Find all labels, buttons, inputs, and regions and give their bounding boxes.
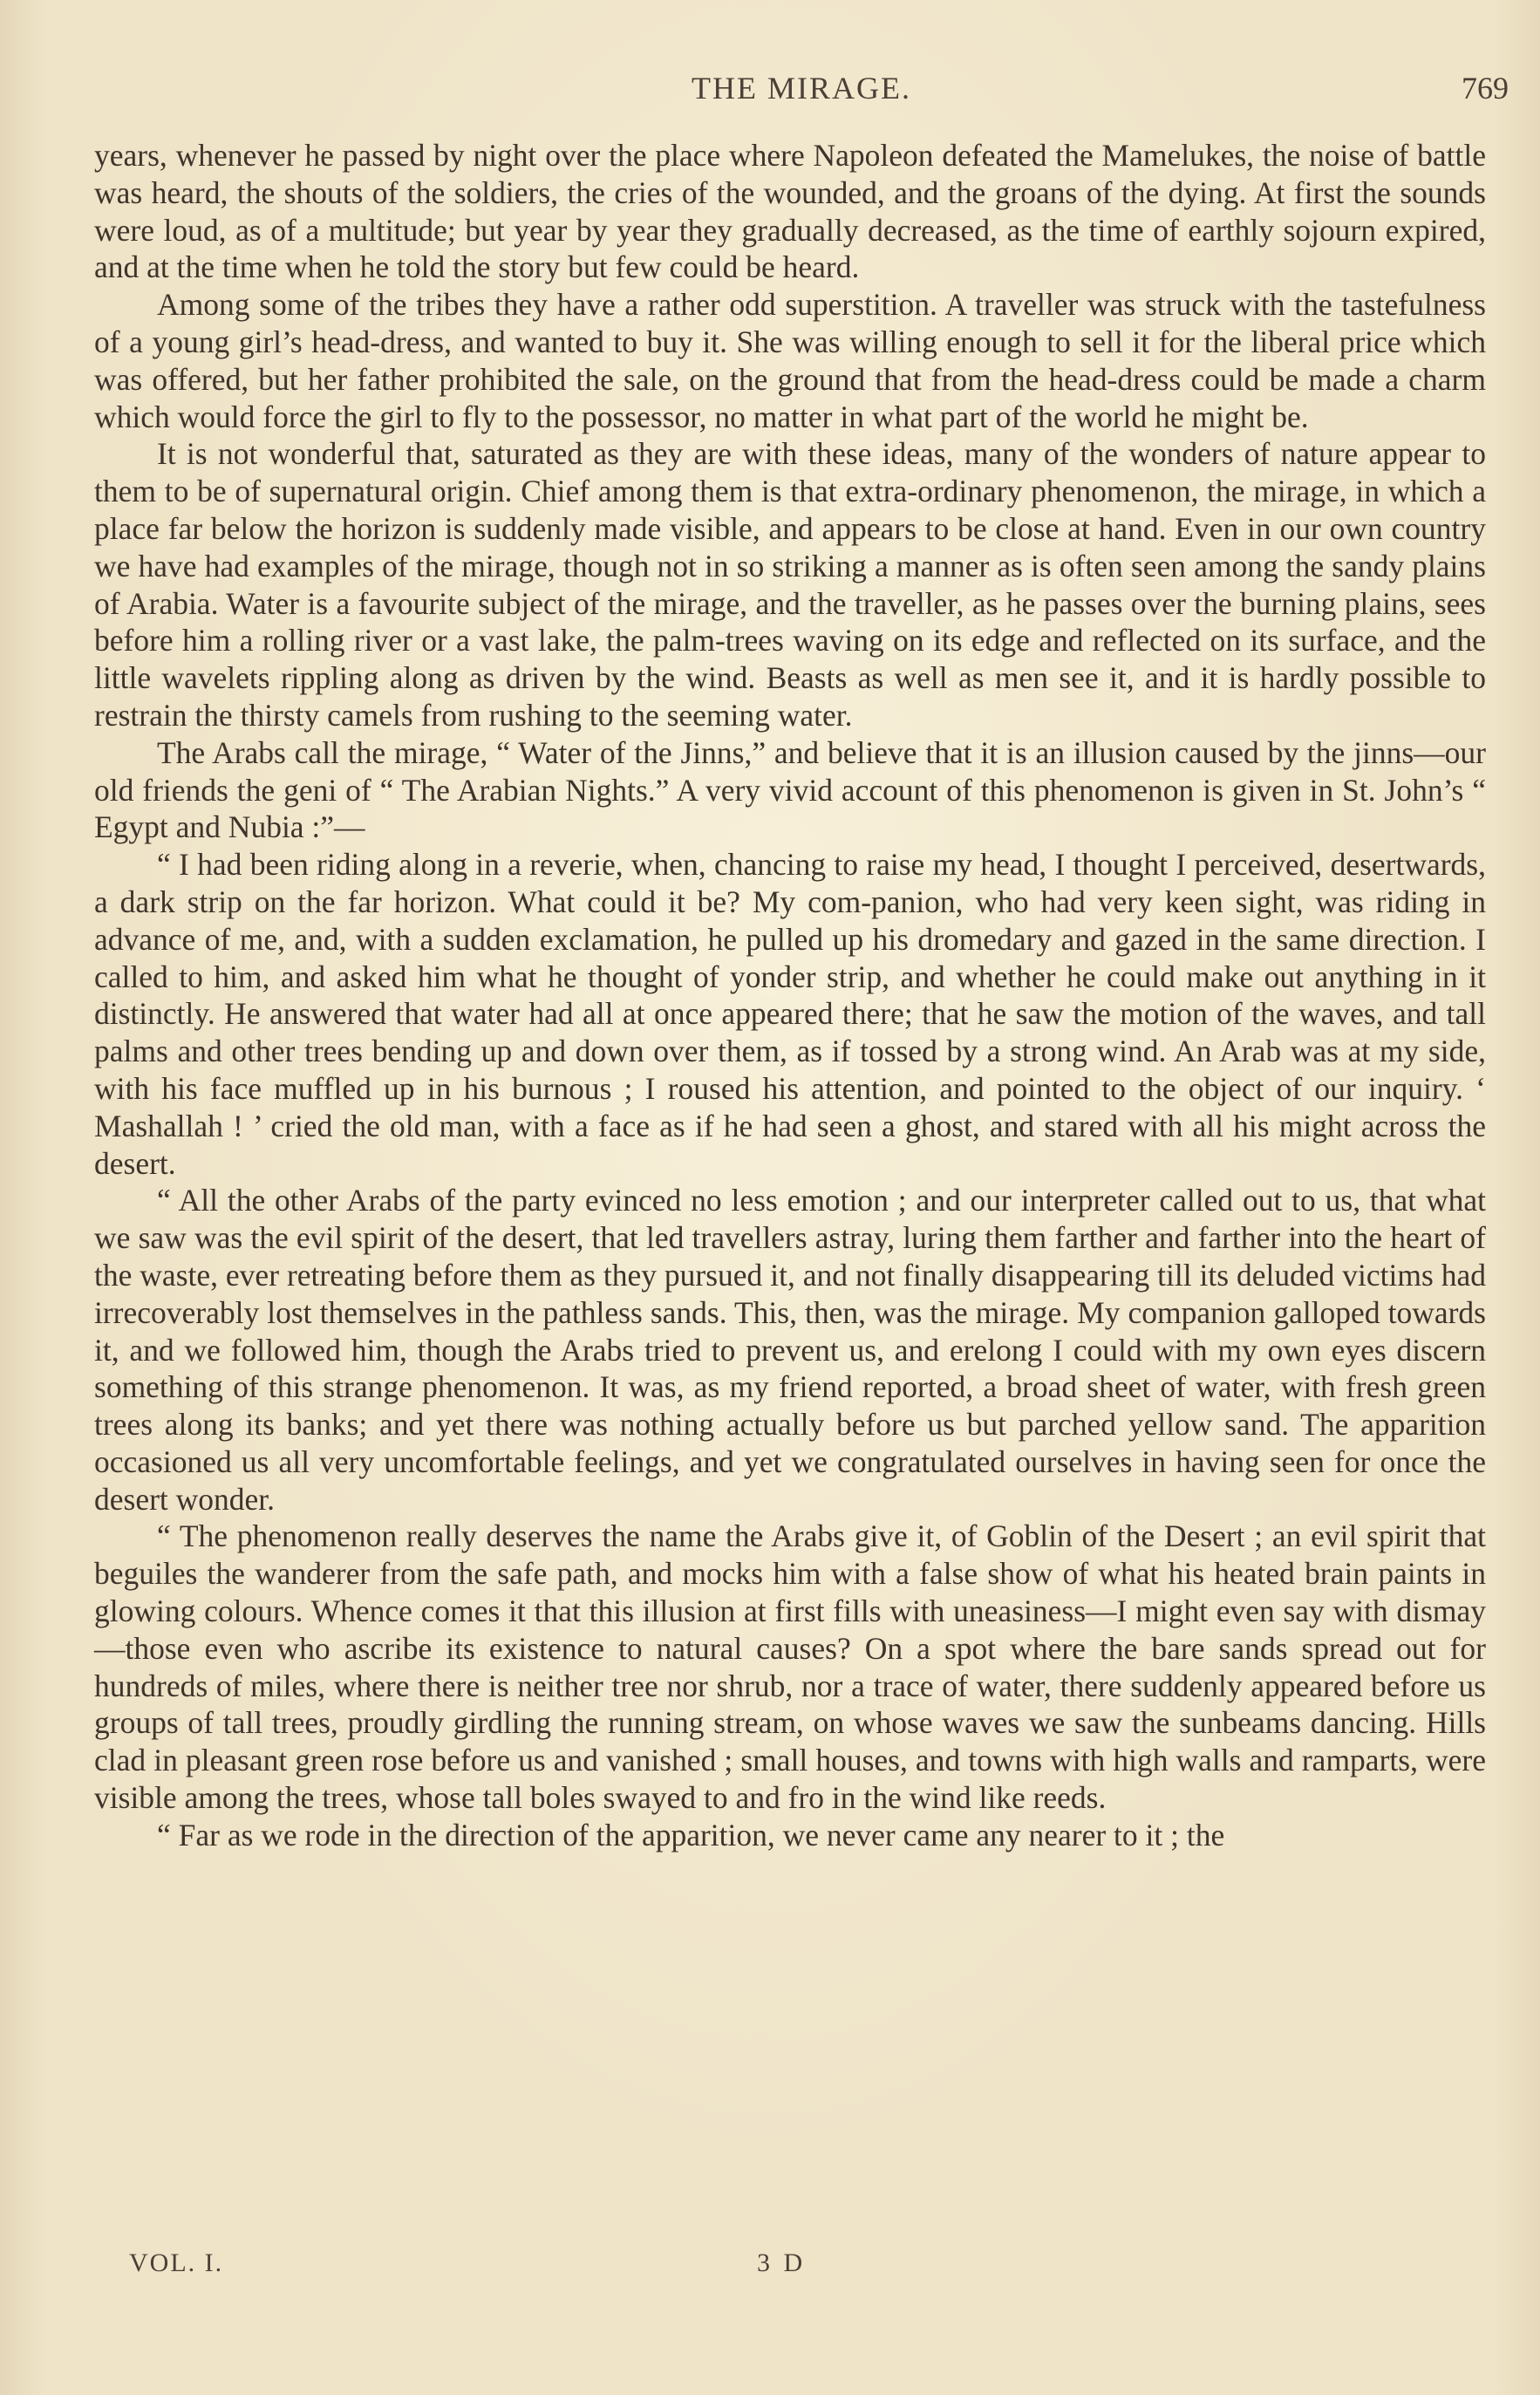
paragraph: years, whenever he passed by night over the place where Napoleon defeated the Mamelukes, the noise of battle was heard, the shouts of the soldiers, the cries of the wounded, and the groans of the dying. At first the sounds were loud, as of a multitude; but year by year they gradually decreased, as the time of earthly sojourn expired, and at the time when he told the story but few could be heard. bbox=[94, 138, 1486, 285]
page-number: 769 bbox=[1462, 71, 1509, 106]
paragraph: The Arabs call the mirage, “ Water of the Jinns,” and believe that it is an illusion caused by the jinns—our old friends the geni of “ The Arabian Nights.” A very vivid account of this phenomenon is given in St. John’s “ Egypt and Nubia :”— bbox=[94, 734, 1486, 845]
running-title: THE MIRAGE. bbox=[692, 71, 911, 106]
volume-label: VOL. I. bbox=[129, 2248, 224, 2277]
body-text bbox=[94, 137, 1486, 1854]
quoted-paragraph: “ Far as we rode in the direction of the apparition, we never came any nearer to it ; the bbox=[157, 1817, 1225, 1853]
paragraph: Among some of the tribes they have a rather odd superstition. A traveller was struck with the tastefulness of a young girl’s head-dress, and wanted to buy it. She was willing enough to sell it for the liberal price which was offered, but her father prohibited the sale, on the ground that from the head-dress could be made a charm which would force the girl to fly to the possessor, no matter in what part of the world he might be. bbox=[94, 287, 1486, 434]
signature-mark: 3 D bbox=[757, 2248, 807, 2277]
paragraph: It is not wonderful that, saturated as they are with these ideas, many of the wonders of nature appear to them to be of supernatural origin. Chief among them is that extra-ordinary phenomenon, the mirage, in which a place far below the horizon is suddenly made visible, and appears to be close at hand. Even in our own country we have had examples of the mirage, though not in so striking a manner as is often seen among the sandy plains of Arabia. Water is a favourite subject of the mirage, and the traveller, as he passes over the burning plains, sees before him a rolling river or a vast lake, the palm-trees waving on its edge and reflected on its surface, and the little wavelets rippling along as driven by the wind. Beasts as well as men see it, and it is hardly possible to restrain the thirsty camels from rushing to the seeming water. bbox=[94, 436, 1486, 733]
quoted-paragraph: “ The phenomenon really deserves the name the Arabs give it, of Goblin of the Desert ; an evil spirit that beguiles the wanderer from the safe path, and mocks him with a false show of what his heated brain paints in glowing colours. Whence comes it that this illusion at first fills with uneasiness—I might even say with dismay—those even who ascribe its existence to natural causes? On a spot where the bare sands spread out for hundreds of miles, where there is neither tree nor shrub, nor a trace of water, there suddenly appeared before us groups of tall trees, proudly girdling the running stream, on whose waves we saw the sunbeams dancing. Hills clad in pleasant green rose before us and vanished ; small houses, and towns with high walls and ramparts, were visible among the trees, whose tall boles swayed to and fro in the wind like reeds. bbox=[94, 1518, 1486, 1816]
page-footer bbox=[129, 2248, 1350, 2287]
running-head bbox=[94, 70, 1509, 113]
quoted-paragraph: “ All the other Arabs of the party evinced no less emotion ; and our interpreter called out to us, that what we saw was the evil spirit of the desert, that led travellers astray, luring them farther and farther into the heart of the waste, ever retreating before them as they pursued it, and not finally disappearing till its deluded victims had irrecoverably lost themselves in the pathless sands. This, then, was the mirage. My companion galloped towards it, and we followed him, though the Arabs tried to prevent us, and erelong I could with my own eyes discern something of this strange phenomenon. It was, as my friend reported, a broad sheet of water, with fresh green trees along its banks; and yet there was nothing actually before us but parched yellow sand. The apparition occasioned us all very uncomfortable feelings, and yet we congratulated ourselves in having seen for once the desert wonder. bbox=[94, 1183, 1486, 1517]
quoted-paragraph: “ I had been riding along in a reverie, when, chancing to raise my head, I thought I perceived, desertwards, a dark strip on the far horizon. What could it be? My com-panion, who had very keen sight, was riding in advance of me, and, with a sudden exclamation, he pulled up his dromedary and gazed in the same direction. I called to him, and asked him what he thought of yonder strip, and whether he could make out anything in it distinctly. He answered that water had all at once appeared there; that he saw the motion of the waves, and tall palms and other trees bending up and down over them, as if tossed by a strong wind. An Arab was at my side, with his face muffled up in his burnous ; I roused his attention, and pointed to the object of our inquiry. ‘ Mashallah ! ’ cried the old man, with a face as if he had seen a ghost, and stared with all his might across the desert. bbox=[94, 847, 1486, 1181]
